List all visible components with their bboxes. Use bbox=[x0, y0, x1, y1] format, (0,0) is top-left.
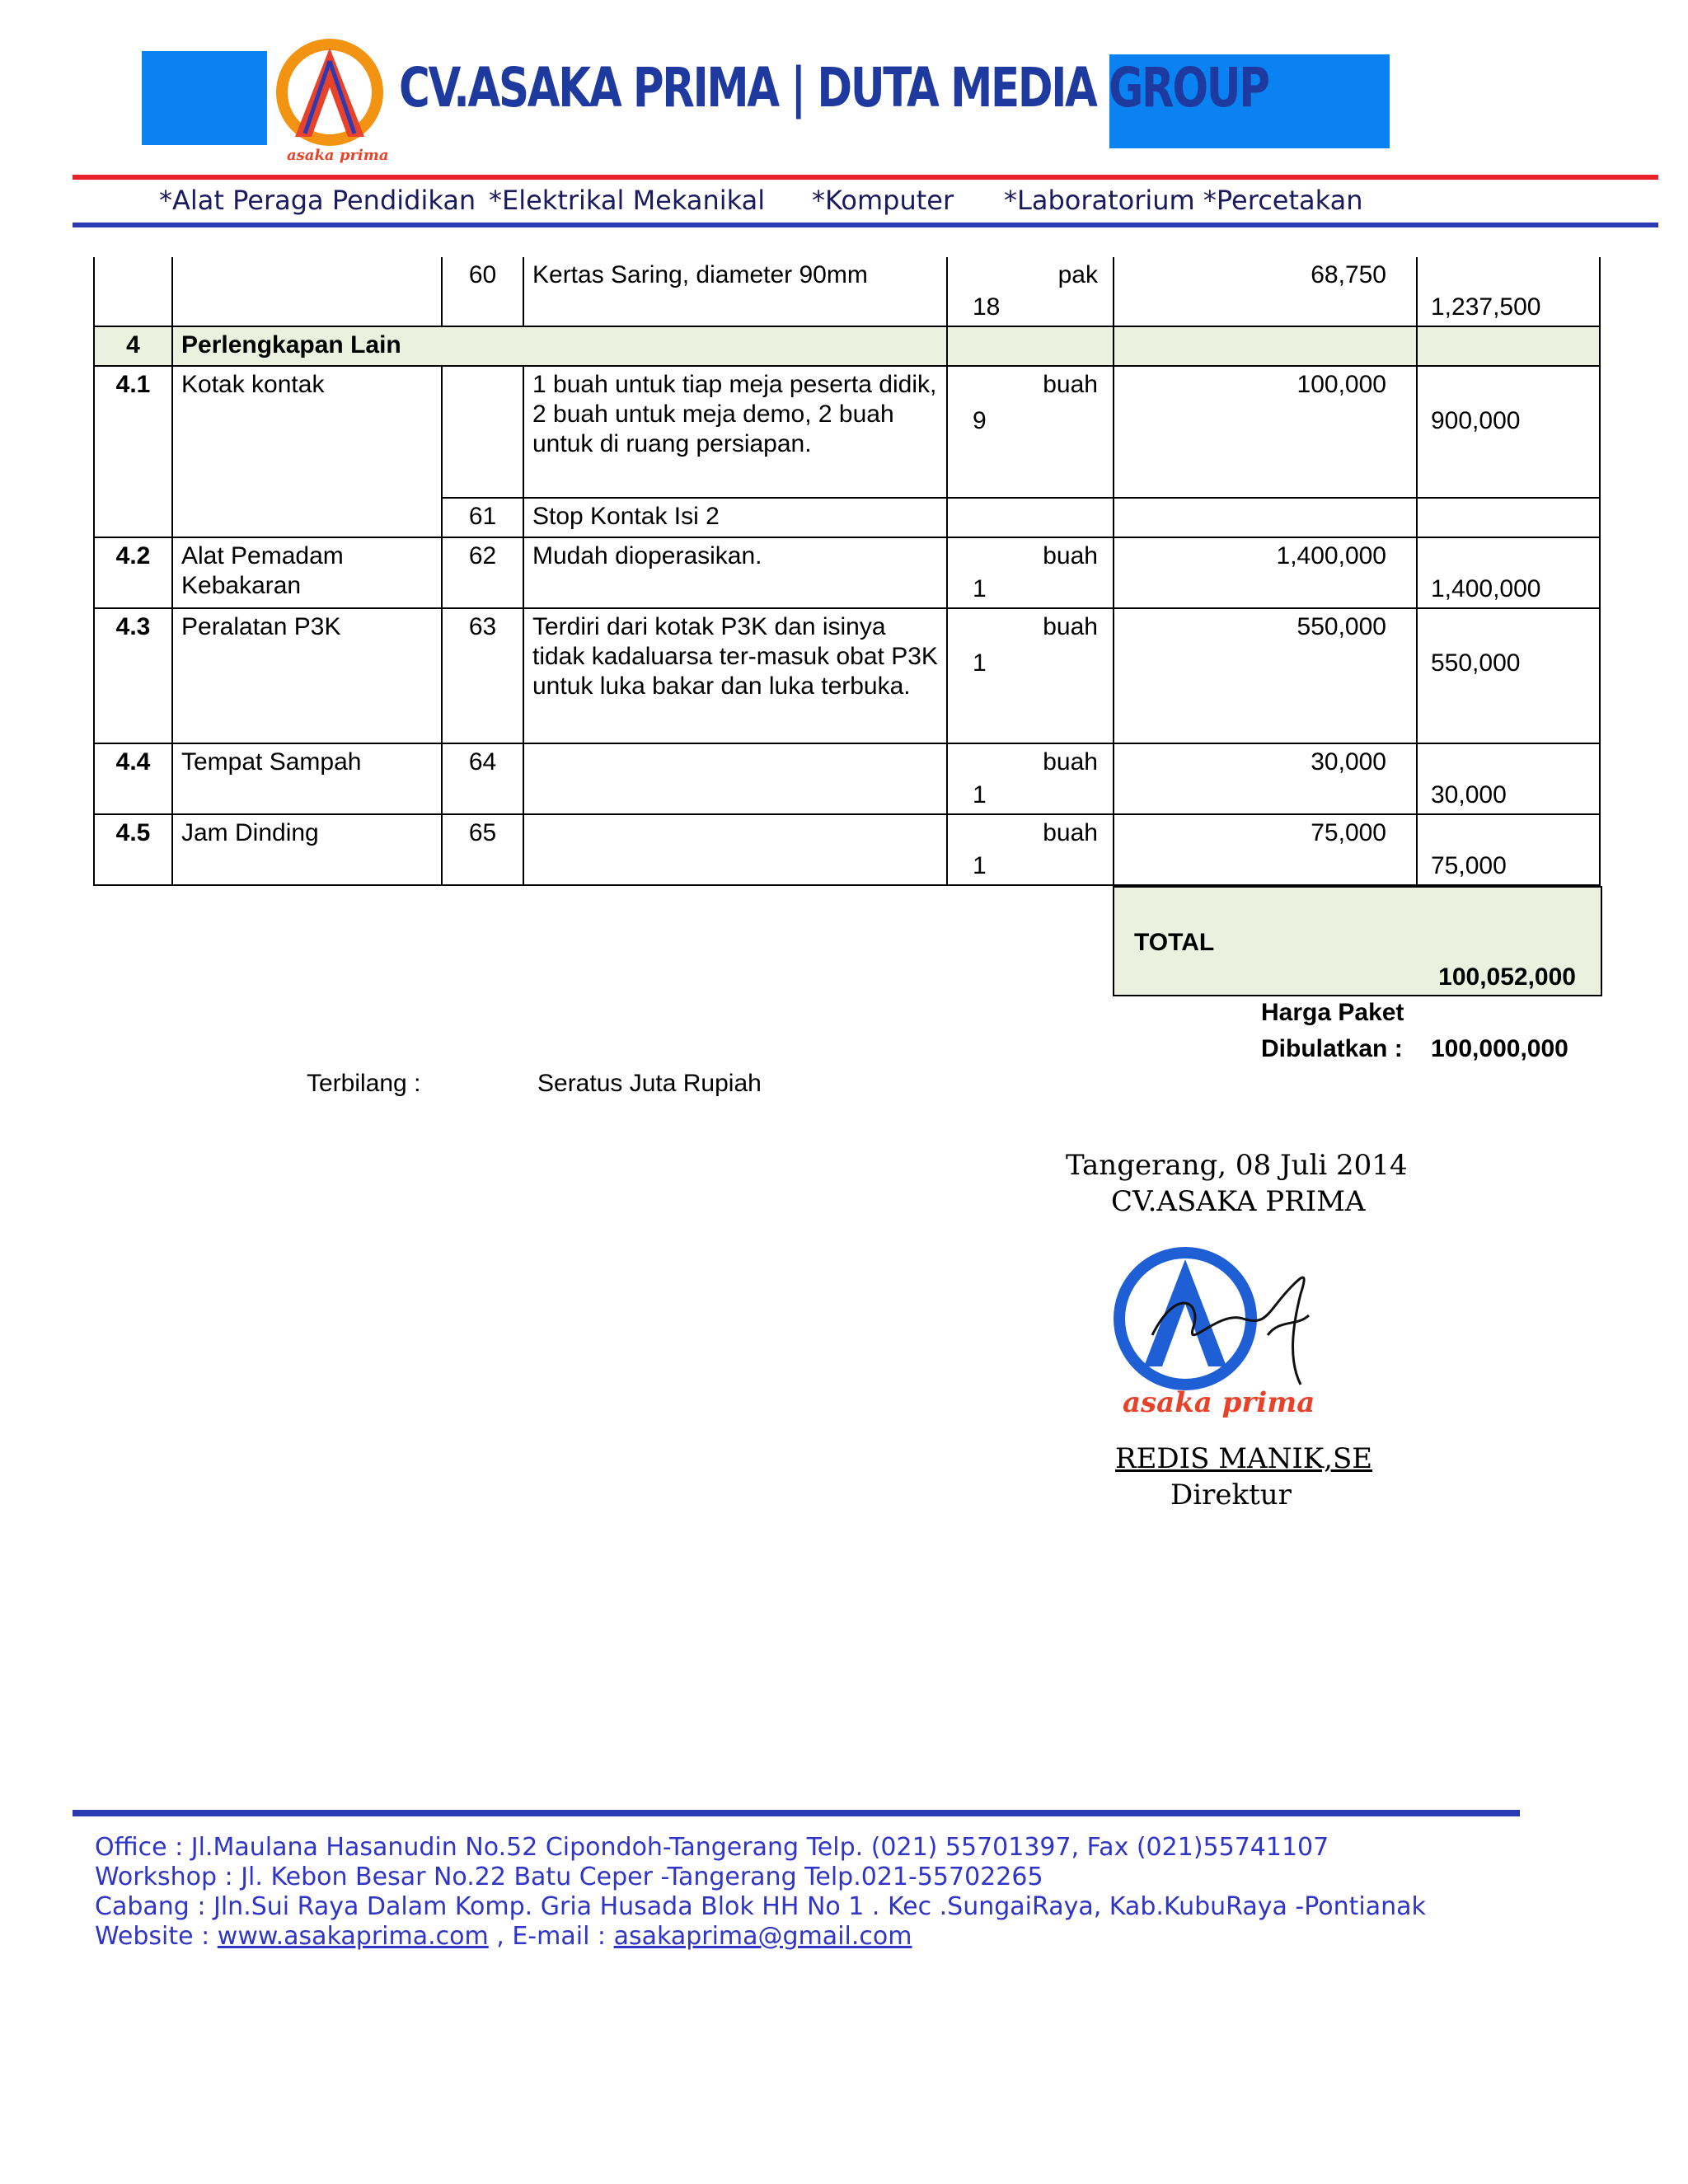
rounded-label-line2: Dibulatkan : bbox=[1261, 1035, 1403, 1062]
cell-code: 60 bbox=[442, 257, 523, 326]
email-label: , E-mail : bbox=[488, 1922, 614, 1951]
cell-qty bbox=[947, 537, 1114, 608]
footer-workshop: Workshop : Jl. Kebon Besar No.22 Batu Ceper -Tangerang Telp.021-55702265 bbox=[95, 1863, 1043, 1891]
cell-total bbox=[1417, 257, 1600, 326]
footer-contact bbox=[95, 1922, 912, 1951]
total-text: 30,000 bbox=[1431, 781, 1507, 808]
cell-total bbox=[1417, 366, 1600, 498]
cell-no bbox=[94, 257, 172, 326]
tag-elektrikal: *Elektrikal Mekanikal bbox=[489, 185, 766, 216]
cell-code: 61 bbox=[442, 498, 523, 537]
cell-qty bbox=[947, 814, 1114, 885]
cell-item: Alat Pemadam Kebakaran bbox=[172, 537, 442, 608]
cell-spec bbox=[523, 814, 947, 885]
total-value: 100,052,000 bbox=[1438, 963, 1576, 991]
table-row bbox=[94, 537, 1600, 608]
header-blue-block-left bbox=[142, 51, 267, 145]
footer-cabang: Cabang : Jln.Sui Raya Dalam Komp. Gria Husada Blok HH No 1 . Kec .SungaiRaya, Kab.KubuRaya -Pontianak bbox=[95, 1892, 1426, 1921]
email-link[interactable]: asakaprima@gmail.com bbox=[613, 1922, 912, 1951]
cell-code: 65 bbox=[442, 814, 523, 885]
place-date: Tangerang, 08 Juli 2014 bbox=[1066, 1149, 1408, 1182]
total-text: 1,400,000 bbox=[1431, 575, 1541, 602]
footer-office: Office : Jl.Maulana Hasanudin No.52 Cipondoh-Tangerang Telp. (021) 55701397, Fax (021)55741107 bbox=[95, 1833, 1329, 1862]
unit-text: buah bbox=[1043, 748, 1098, 776]
signature-company: CV.ASAKA PRIMA bbox=[1111, 1185, 1366, 1218]
unit-text: buah bbox=[1043, 371, 1098, 398]
total-label: TOTAL bbox=[1134, 929, 1215, 956]
cell-no: 4.5 bbox=[94, 814, 172, 885]
cell-qty bbox=[947, 366, 1114, 498]
cell-total bbox=[1417, 743, 1600, 814]
cell-price: 75,000 bbox=[1114, 814, 1417, 885]
cell-price: 30,000 bbox=[1114, 743, 1417, 814]
cell-spec: Mudah dioperasikan. bbox=[523, 537, 947, 608]
terbilang-value: Seratus Juta Rupiah bbox=[537, 1070, 762, 1097]
items-table bbox=[93, 257, 1601, 886]
cell-no: 4.2 bbox=[94, 537, 172, 608]
signatory-title: Direktur bbox=[1170, 1479, 1292, 1511]
cell-total bbox=[1417, 537, 1600, 608]
cell-total bbox=[1417, 814, 1600, 885]
cell-price: 550,000 bbox=[1114, 608, 1417, 743]
cell-qty bbox=[947, 743, 1114, 814]
stamp-caption: asaka prima bbox=[1123, 1386, 1315, 1419]
website-link[interactable]: www.asakaprima.com bbox=[217, 1922, 489, 1951]
company-logo-icon bbox=[272, 36, 387, 160]
cell-qty bbox=[947, 608, 1114, 743]
cell-spec: Terdiri dari kotak P3K dan isinya tidak kadaluarsa ter-masuk obat P3K untuk luka bakar dan luka terbuka. bbox=[523, 608, 947, 743]
tag-alat-peraga: *Alat Peraga Pendidikan bbox=[159, 185, 476, 216]
company-name: CV.ASAKA PRIMA | DUTA MEDIA GROUP bbox=[399, 56, 1268, 120]
cell-spec: 1 buah untuk tiap meja peserta didik, 2 buah untuk meja demo, 2 buah untuk di ruang persiapan. bbox=[523, 366, 947, 498]
total-text: 75,000 bbox=[1431, 852, 1507, 879]
cell-code: 64 bbox=[442, 743, 523, 814]
terbilang-label: Terbilang : bbox=[307, 1070, 421, 1097]
unit-text: buah bbox=[1043, 819, 1098, 846]
qty-text: 1 bbox=[973, 575, 987, 602]
unit-text: pak bbox=[1057, 261, 1098, 288]
header-red-rule bbox=[73, 175, 1658, 180]
cell-item: Kotak kontak bbox=[172, 366, 442, 537]
section-title: Perlengkapan Lain bbox=[172, 326, 947, 366]
tag-laboratorium-percetakan: *Laboratorium *Percetakan bbox=[1004, 185, 1363, 216]
cell-code: 62 bbox=[442, 537, 523, 608]
cell-total bbox=[1417, 608, 1600, 743]
qty-text: 18 bbox=[973, 293, 1001, 321]
cell-item bbox=[172, 257, 442, 326]
unit-text: buah bbox=[1043, 613, 1098, 640]
rounded-label-line1: Harga Paket bbox=[1261, 999, 1404, 1026]
cell-price bbox=[1114, 326, 1417, 366]
cell-spec: Stop Kontak Isi 2 bbox=[523, 498, 947, 537]
cell-no: 4.3 bbox=[94, 608, 172, 743]
total-text: 550,000 bbox=[1431, 649, 1521, 677]
cell-total bbox=[1417, 326, 1600, 366]
rounded-value: 100,000,000 bbox=[1431, 1035, 1568, 1062]
table-row bbox=[94, 814, 1600, 885]
cell-code bbox=[442, 366, 523, 498]
unit-text: buah bbox=[1043, 542, 1098, 569]
website-label: Website : bbox=[95, 1922, 218, 1951]
tag-komputer: *Komputer bbox=[812, 185, 954, 216]
section-row bbox=[94, 326, 1600, 366]
table-row bbox=[94, 366, 1600, 498]
cell-spec bbox=[523, 743, 947, 814]
total-text: 900,000 bbox=[1431, 407, 1521, 434]
signatory-name: REDIS MANIK,SE bbox=[1115, 1442, 1373, 1475]
cell-qty bbox=[947, 326, 1114, 366]
table-row bbox=[94, 608, 1600, 743]
footer-rule bbox=[73, 1810, 1520, 1816]
cell-item: Jam Dinding bbox=[172, 814, 442, 885]
cell-no: 4.4 bbox=[94, 743, 172, 814]
cell-qty bbox=[947, 257, 1114, 326]
qty-text: 1 bbox=[973, 781, 987, 808]
cell-price: 68,750 bbox=[1114, 257, 1417, 326]
cell-spec: Kertas Saring, diameter 90mm bbox=[523, 257, 947, 326]
qty-text: 1 bbox=[973, 649, 987, 677]
cell-total bbox=[1417, 498, 1600, 537]
cell-qty bbox=[947, 498, 1114, 537]
total-text: 1,237,500 bbox=[1431, 293, 1541, 321]
cell-price: 100,000 bbox=[1114, 366, 1417, 498]
cell-item: Tempat Sampah bbox=[172, 743, 442, 814]
cell-no: 4 bbox=[94, 326, 172, 366]
cell-code: 63 bbox=[442, 608, 523, 743]
header-blue-rule bbox=[73, 223, 1658, 227]
table-row bbox=[94, 743, 1600, 814]
total-box bbox=[1113, 886, 1602, 996]
table-row bbox=[94, 257, 1600, 326]
qty-text: 9 bbox=[973, 407, 987, 434]
cell-price bbox=[1114, 498, 1417, 537]
logo-caption: asaka prima bbox=[287, 147, 389, 164]
cell-no: 4.1 bbox=[94, 366, 172, 537]
cell-item: Peralatan P3K bbox=[172, 608, 442, 743]
cell-price: 1,400,000 bbox=[1114, 537, 1417, 608]
qty-text: 1 bbox=[973, 852, 987, 879]
